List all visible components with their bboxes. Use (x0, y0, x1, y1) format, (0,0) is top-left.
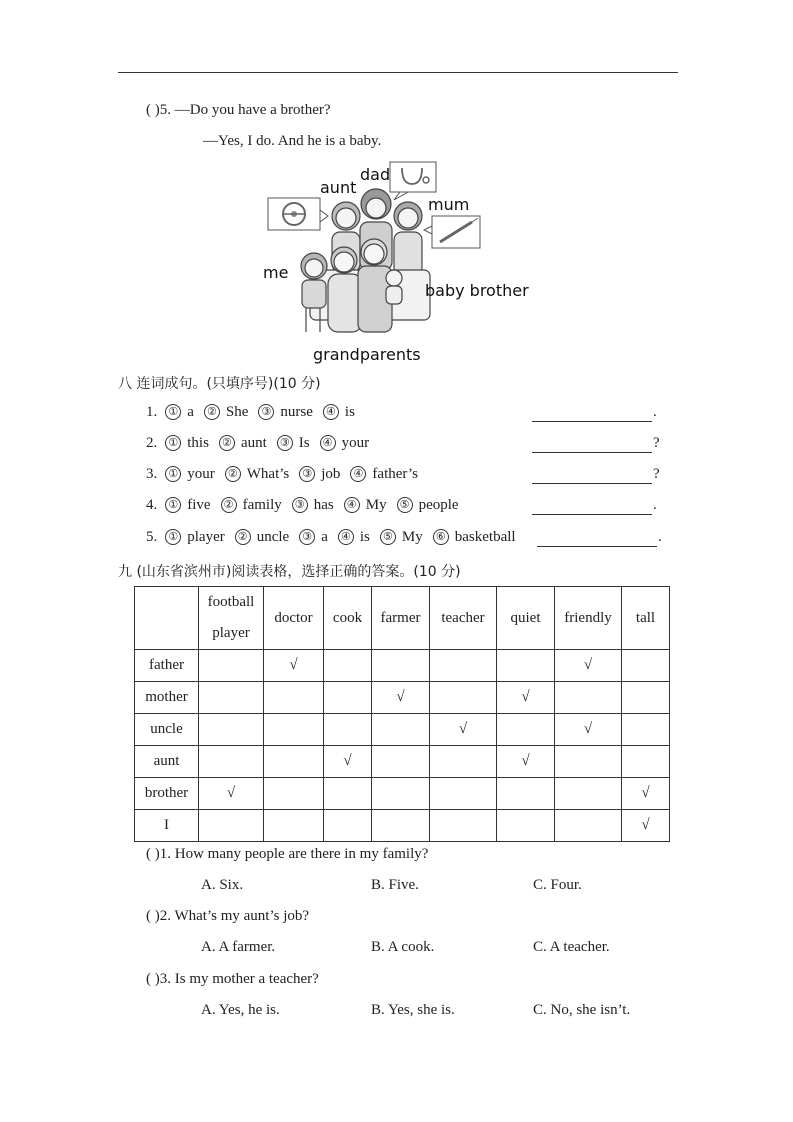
circled-number: ① (165, 529, 181, 545)
table-cell: √ (497, 682, 555, 714)
end-punctuation: ? (653, 466, 660, 482)
word-token: My (401, 529, 423, 545)
item-number: 5. (146, 529, 158, 545)
table-cell (372, 714, 430, 746)
question-stem: ( )3. Is my mother a teacher? (146, 971, 319, 987)
q5-question: ( )5. —Do you have a brother? (146, 102, 331, 118)
answer-option[interactable]: A. Yes, he is. (201, 1002, 280, 1018)
circled-number: ④ (338, 529, 354, 545)
table-header-cell: cook (324, 587, 372, 650)
table-cell: √ (199, 778, 264, 810)
table-header-cell: farmer (372, 587, 430, 650)
table-cell: √ (622, 810, 670, 842)
label-aunt: aunt (320, 178, 357, 197)
table-header-cell: friendly (555, 587, 622, 650)
circled-number: ④ (320, 435, 336, 451)
table-cell (555, 682, 622, 714)
table-cell: √ (372, 682, 430, 714)
circled-number: ⑥ (433, 529, 449, 545)
answer-blank[interactable] (532, 514, 652, 515)
word-token: uncle (256, 529, 290, 545)
table-row (135, 746, 670, 778)
answer-option[interactable]: B. A cook. (371, 939, 435, 955)
answer-option[interactable]: C. No, she isn’t. (533, 1002, 631, 1018)
table-cell (199, 682, 264, 714)
table-cell (199, 810, 264, 842)
circled-number: ② (204, 404, 220, 420)
table-cell (199, 746, 264, 778)
answer-option[interactable]: B. Five. (371, 877, 419, 893)
q5-answer: —Yes, I do. And he is a baby. (203, 133, 382, 149)
end-punctuation: . (653, 497, 657, 513)
table-cell (430, 682, 497, 714)
answer-option[interactable]: B. Yes, she is. (371, 1002, 455, 1018)
end-punctuation: . (658, 529, 662, 545)
circled-number: ② (235, 529, 251, 545)
table-header-cell: tall (622, 587, 670, 650)
question-stem: ( )2. What’s my aunt’s job? (146, 908, 310, 924)
table-cell (324, 778, 372, 810)
label-baby-brother: baby brother (425, 281, 529, 300)
table-header-cell: teacher (430, 587, 497, 650)
table-cell (199, 714, 264, 746)
item-number: 1. (146, 404, 158, 420)
info-table (134, 586, 670, 842)
syringe-icon (424, 216, 480, 248)
word-token: father’s (372, 466, 418, 482)
word-token: player (187, 529, 225, 545)
word-token: basketball (454, 529, 516, 545)
label-me: me (263, 263, 289, 282)
circled-number: ② (221, 497, 237, 513)
answer-blank[interactable] (532, 421, 652, 422)
circled-number: ③ (258, 404, 274, 420)
word-token: is (344, 404, 355, 420)
circled-number: ② (225, 466, 241, 482)
row-label: aunt (135, 746, 199, 778)
word-token: nurse (280, 404, 313, 420)
word-token: your (187, 466, 215, 482)
family-illustration (262, 160, 532, 350)
table-header-cell: quiet (497, 587, 555, 650)
circled-number: ③ (299, 466, 315, 482)
item-number: 3. (146, 466, 158, 482)
row-label: father (135, 650, 199, 682)
circled-number: ② (219, 435, 235, 451)
answer-option[interactable]: A. Six. (201, 877, 244, 893)
reorder-item (146, 404, 365, 421)
circled-number: ① (165, 466, 181, 482)
row-label: I (135, 810, 199, 842)
table-cell (497, 778, 555, 810)
item-number: 4. (146, 497, 158, 513)
word-token: this (187, 435, 209, 451)
table-cell (555, 746, 622, 778)
row-label: uncle (135, 714, 199, 746)
table-cell (430, 810, 497, 842)
question-stem: ( )1. How many people are there in my family? (146, 846, 429, 862)
table-cell (324, 714, 372, 746)
table-cell (555, 778, 622, 810)
table-cell: √ (324, 746, 372, 778)
table-header-cell (135, 587, 199, 650)
reorder-item (146, 529, 526, 546)
answer-option[interactable]: C. A teacher. (533, 939, 610, 955)
table-cell (497, 714, 555, 746)
table-cell (372, 650, 430, 682)
word-token: a (187, 404, 194, 420)
circled-number: ③ (292, 497, 308, 513)
answer-blank[interactable] (532, 483, 652, 484)
word-token: people (418, 497, 459, 513)
table-row (135, 778, 670, 810)
table-cell (264, 810, 324, 842)
table-cell (324, 650, 372, 682)
answer-blank[interactable] (532, 452, 652, 453)
table-row (135, 650, 670, 682)
table-cell (372, 746, 430, 778)
table-cell (264, 778, 324, 810)
word-token: a (321, 529, 328, 545)
word-token: five (187, 497, 211, 513)
table-cell: √ (264, 650, 324, 682)
table-cell (497, 650, 555, 682)
table-cell (264, 714, 324, 746)
table-cell (264, 746, 324, 778)
item-number: 2. (146, 435, 158, 451)
circled-number: ③ (277, 435, 293, 451)
table-cell (555, 810, 622, 842)
table-cell: √ (497, 746, 555, 778)
table-header-cell: doctor (264, 587, 324, 650)
section9-title: 九 (山东省滨州市)阅读表格，选择正确的答案。(10 分) (118, 564, 461, 580)
word-token: family (242, 497, 282, 513)
table-cell (264, 682, 324, 714)
answer-option[interactable]: C. Four. (533, 877, 582, 893)
word-token: job (321, 466, 341, 482)
circled-number: ④ (344, 497, 360, 513)
table-cell (324, 682, 372, 714)
table-cell (430, 778, 497, 810)
table-cell (622, 650, 670, 682)
label-dad: dad (360, 165, 391, 184)
circled-number: ⑤ (380, 529, 396, 545)
reorder-item (146, 466, 428, 483)
word-token: What’s (246, 466, 290, 482)
label-mum: mum (428, 195, 470, 214)
row-label: brother (135, 778, 199, 810)
table-cell (430, 746, 497, 778)
word-token: She (225, 404, 249, 420)
table-row (135, 714, 670, 746)
table-cell (372, 810, 430, 842)
row-label: mother (135, 682, 199, 714)
answer-option[interactable]: A. A farmer. (201, 939, 276, 955)
table-row (135, 682, 670, 714)
table-cell (622, 682, 670, 714)
table-cell: √ (555, 650, 622, 682)
section8-title: 八 连词成句。(只填序号)(10 分) (118, 376, 321, 392)
word-token: has (313, 497, 334, 513)
table-cell (430, 650, 497, 682)
answer-blank[interactable] (537, 546, 657, 547)
table-cell (199, 650, 264, 682)
table-cell (324, 810, 372, 842)
end-punctuation: . (653, 404, 657, 420)
table-cell: √ (430, 714, 497, 746)
circled-number: ④ (323, 404, 339, 420)
word-token: My (365, 497, 387, 513)
word-token: aunt (240, 435, 267, 451)
circled-number: ① (165, 435, 181, 451)
circled-number: ④ (350, 466, 366, 482)
table-header-cell: football player (199, 587, 264, 650)
word-token: Is (298, 435, 310, 451)
circled-number: ③ (299, 529, 315, 545)
circled-number: ⑤ (397, 497, 413, 513)
word-token: your (341, 435, 370, 451)
reorder-item (146, 497, 469, 514)
circled-number: ① (165, 497, 181, 513)
table-cell (497, 810, 555, 842)
table-cell (372, 778, 430, 810)
reorder-item (146, 435, 379, 452)
top-rule (118, 72, 678, 73)
table-cell: √ (622, 778, 670, 810)
table-cell (622, 746, 670, 778)
circled-number: ① (165, 404, 181, 420)
table-cell (622, 714, 670, 746)
steering-wheel-icon (268, 198, 328, 230)
end-punctuation: ? (653, 435, 660, 451)
word-token: is (359, 529, 370, 545)
table-cell: √ (555, 714, 622, 746)
label-grandparents: grandparents (313, 345, 421, 364)
table-row (135, 810, 670, 842)
